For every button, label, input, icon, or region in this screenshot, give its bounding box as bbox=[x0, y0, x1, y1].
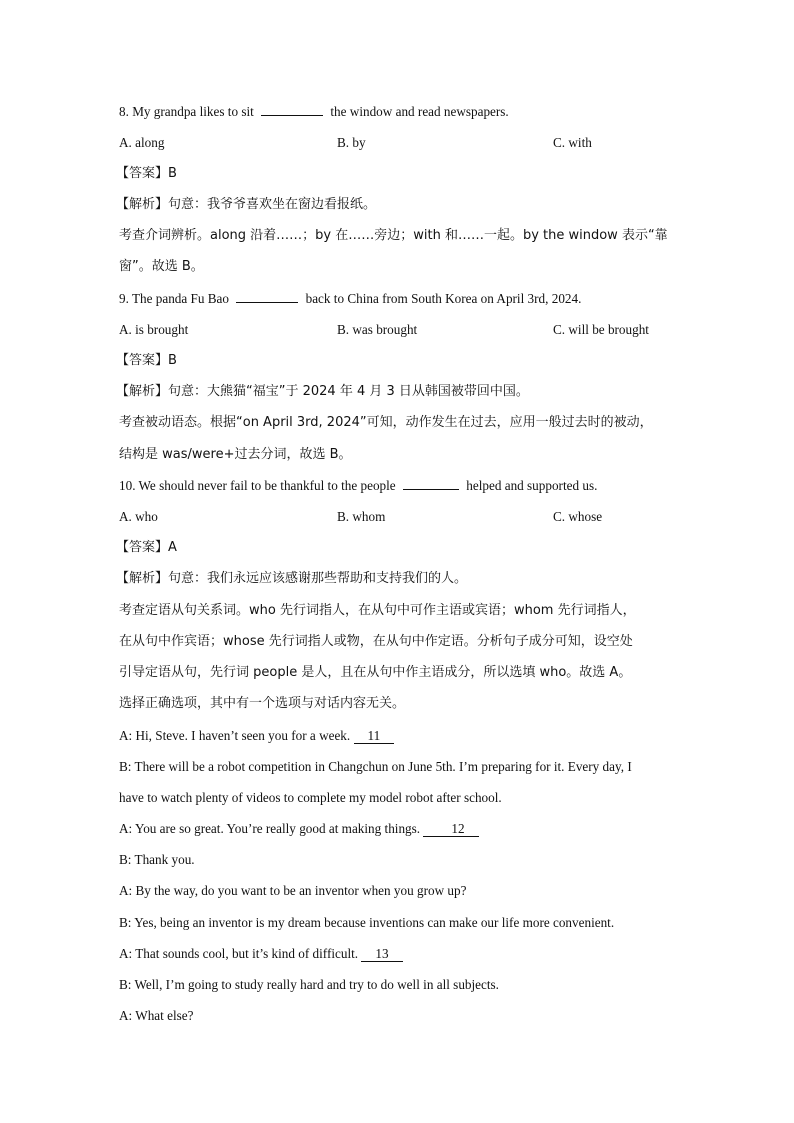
q8-stem-end: the window and read newspapers. bbox=[330, 104, 509, 119]
question-10 bbox=[119, 477, 734, 495]
dialogue-line-6: A: By the way, do you want to be an inventor when you grow up? bbox=[119, 883, 467, 898]
dialogue-blank-11: 11 bbox=[354, 729, 395, 744]
q9-analysis-detail: 考查被动语态。根据“on April 3rd, 2024”可知，动作发生在过去，应用一般过去时的被动， bbox=[119, 415, 653, 430]
q9-analysis: 【解析】句意：大熊猫“福宝”于 2024 年 4 月 3 日从韩国被带回中国。 bbox=[116, 384, 529, 399]
q10-answer: 【答案】A bbox=[116, 540, 177, 555]
dialogue-line-2: B: There will be a robot competition in Changchun on June 5th. I’m preparing for it. Every day, I bbox=[119, 759, 632, 774]
dialogue-line-1-text: A: Hi, Steve. I haven’t seen you for a week. bbox=[119, 728, 351, 743]
dialogue-line-3: have to watch plenty of videos to complete my model robot after school. bbox=[119, 790, 502, 805]
q10-analysis-detail: 考查定语从句关系词。who 先行词指人，在从句中可作主语或宾语；whom 先行词指人， bbox=[119, 603, 636, 618]
q10-stem-start: 10. We should never fail to be thankful to the people bbox=[119, 478, 396, 493]
q10-option-c: C. whose bbox=[553, 509, 603, 524]
dialogue-line-1 bbox=[119, 727, 734, 745]
q8-option-b: B. by bbox=[337, 135, 366, 150]
q10-analysis: 【解析】句意：我们永远应该感谢那些帮助和支持我们的人。 bbox=[116, 571, 468, 586]
q10-analysis-detail-2: 在从句中作宾语；whose 先行词指人或物，在从句中作定语。分析句子成分可知，设空处 bbox=[119, 634, 633, 649]
dialogue-line-4-text: A: You are so great. You’re really good at making things. bbox=[119, 821, 421, 836]
q8-analysis-detail-2: 窗”。故选 B。 bbox=[119, 259, 204, 274]
q10-analysis-detail-3: 引导定语从句，先行词 people 是人，且在从句中作主语成分，所以选填 who。故选 A。 bbox=[119, 665, 632, 680]
q8-analysis: 【解析】句意：我爷爷喜欢坐在窗边看报纸。 bbox=[116, 197, 377, 212]
q9-option-a: A. is brought bbox=[119, 322, 189, 337]
q10-option-a: A. who bbox=[119, 509, 158, 524]
dialogue-line-4 bbox=[119, 820, 734, 838]
q9-answer: 【答案】B bbox=[116, 353, 177, 368]
q9-analysis-detail-2: 结构是 was/were+过去分词，故选 B。 bbox=[119, 447, 352, 462]
q8-stem-start: 8. My grandpa likes to sit bbox=[119, 104, 254, 119]
dialogue-line-9: B: Well, I’m going to study really hard and try to do well in all subjects. bbox=[119, 977, 499, 992]
q8-analysis-detail: 考查介词辨析。along 沿着……；by 在……旁边；with 和……一起。by the window 表示“靠 bbox=[119, 228, 668, 243]
dialogue-blank-13: 13 bbox=[361, 947, 402, 962]
dialogue-line-7: B: Yes, being an inventor is my dream because inventions can make our life more convenient. bbox=[119, 915, 615, 930]
question-8 bbox=[119, 103, 734, 121]
q8-option-a: A. along bbox=[119, 135, 165, 150]
q9-blank bbox=[236, 290, 298, 303]
q9-stem-end: back to China from South Korea on April 3rd, 2024. bbox=[305, 291, 582, 306]
question-9 bbox=[119, 290, 734, 308]
q9-stem-start: 9. The panda Fu Bao bbox=[119, 291, 230, 306]
dialogue-line-8-text: A: That sounds cool, but it’s kind of difficult. bbox=[119, 946, 359, 961]
q10-stem-end: helped and supported us. bbox=[466, 478, 598, 493]
dialogue-line-8 bbox=[119, 945, 734, 963]
q8-option-c: C. with bbox=[553, 135, 592, 150]
dialogue-line-5: B: Thank you. bbox=[119, 852, 195, 867]
q8-answer: 【答案】B bbox=[116, 166, 177, 181]
section-instruction: 选择正确选项，其中有一个选项与对话内容无关。 bbox=[119, 696, 406, 711]
q8-blank bbox=[261, 103, 323, 116]
dialogue-line-10: A: What else? bbox=[119, 1008, 194, 1023]
q10-option-b: B. whom bbox=[337, 509, 386, 524]
q9-option-c: C. will be brought bbox=[553, 322, 649, 337]
q9-option-b: B. was brought bbox=[337, 322, 418, 337]
q10-blank bbox=[403, 477, 459, 490]
dialogue-blank-12: 12 bbox=[423, 822, 478, 837]
